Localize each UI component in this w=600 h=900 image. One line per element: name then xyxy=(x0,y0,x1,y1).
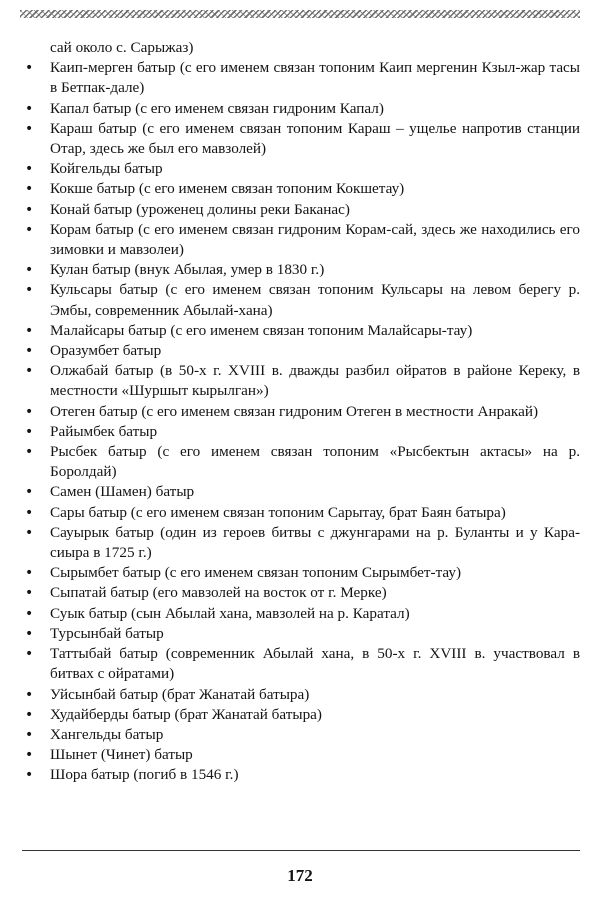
list-item xyxy=(22,705,580,725)
list-item-text: Сырымбет батыр (с его именем связан топоним Сырымбет-тау) xyxy=(50,564,462,582)
list-item xyxy=(22,604,580,624)
list-item xyxy=(22,563,580,583)
list-item-text: Койгельды батыр xyxy=(50,160,163,178)
list-item xyxy=(22,503,580,523)
list-item xyxy=(22,745,580,765)
bullet-icon: • xyxy=(25,504,34,521)
continuation-line: сай около с. Сарыжаз) xyxy=(50,39,194,56)
list-item-text: Конай батыр (уроженец долины реки Баканас) xyxy=(50,200,350,218)
list-item-text: Караш батыр (с его именем связан топоним Караш – ущелье напротив станции Отар, здесь же был его мавзолей) xyxy=(50,119,580,158)
bullet-icon: • xyxy=(25,646,34,663)
bullet-icon: • xyxy=(25,181,34,198)
list-item-text: Отеген батыр (с его именем связан гидроним Отеген в местности Анракай) xyxy=(50,402,539,420)
bullet-icon: • xyxy=(25,686,34,703)
bullet-icon: • xyxy=(25,221,34,238)
list-item xyxy=(22,99,580,119)
list-item xyxy=(22,321,580,341)
list-item xyxy=(22,482,580,502)
list-item xyxy=(22,523,580,563)
list-item-text: Сауырык батыр (один из героев битвы с джунгарами на р. Буланты и у Кара-сиыра в 1725 г.) xyxy=(50,523,580,562)
list-item-text: Турсынбай батыр xyxy=(50,624,164,642)
list-item xyxy=(22,765,580,785)
list-item xyxy=(22,583,580,603)
list-item-text: Таттыбай батыр (современник Абылай хана, в 50-х г. XVIII в. участвовал в битвах с ойратами) xyxy=(50,645,580,683)
list-item xyxy=(22,58,580,98)
list-item-text: Оразумбет батыр xyxy=(50,342,162,360)
list-item-text: Сыпатай батыр (его мавзолей на восток от г. Мерке) xyxy=(50,584,387,602)
list-item xyxy=(22,685,580,705)
list-item-text: Рысбек батыр (с его именем связан топоним «Рысбектын актасы» на р. Боролдай) xyxy=(50,443,580,481)
list-item-text: Сары батыр (с его именем связан топоним Сарытау, брат Баян батыра) xyxy=(50,503,506,521)
list-item xyxy=(22,159,580,179)
bullet-icon: • xyxy=(25,565,34,582)
list-item-text: Уйсынбай батыр (брат Жанатай батыра) xyxy=(50,685,310,703)
bullet-icon: • xyxy=(25,60,34,77)
list-item xyxy=(22,200,580,220)
bullet-icon: • xyxy=(25,444,34,461)
bullet-icon: • xyxy=(25,120,34,137)
list-item-text: Кокше батыр (с его именем связан топоним Кокшетау) xyxy=(50,180,405,198)
list-item xyxy=(22,119,580,159)
bullet-icon: • xyxy=(25,423,34,440)
list-item xyxy=(22,280,580,320)
list-item xyxy=(22,220,580,260)
list-item xyxy=(22,422,580,442)
bullet-icon: • xyxy=(25,201,34,218)
page-body xyxy=(22,38,580,786)
page-number: 172 xyxy=(287,866,313,885)
bullet-icon: • xyxy=(25,726,34,743)
list-item-text: Хангельды батыр xyxy=(50,725,164,743)
bullet-icon: • xyxy=(25,625,34,642)
bullet-icon: • xyxy=(25,343,34,360)
bullet-icon: • xyxy=(25,524,34,541)
list-item-text: Худайберды батыр (брат Жанатай батыра) xyxy=(50,705,322,723)
bullet-icon: • xyxy=(25,605,34,622)
top-ornament-border xyxy=(20,10,580,18)
list-item xyxy=(22,260,580,280)
bullet-icon: • xyxy=(25,767,34,784)
list-item-text: Шора батыр (погиб в 1546 г.) xyxy=(50,766,239,784)
list-item-text: Кулан батыр (внук Абылая, умер в 1830 г.) xyxy=(50,261,325,279)
list-item xyxy=(22,624,580,644)
bullet-icon: • xyxy=(25,585,34,602)
list-item-text: Райымбек батыр xyxy=(50,422,158,440)
list-item xyxy=(22,361,580,401)
batyr-list xyxy=(22,58,580,785)
list-item-text: Корам батыр (с его именем связан гидроним Корам-сай, здесь же находились его зимовки и мавзолеи) xyxy=(50,220,580,259)
bullet-icon: • xyxy=(25,262,34,279)
bullet-icon: • xyxy=(25,747,34,764)
list-item-text: Малайсары батыр (с его именем связан топоним Малайсары-тау) xyxy=(50,321,473,339)
bullet-icon: • xyxy=(25,403,34,420)
list-item xyxy=(22,442,580,482)
bullet-icon: • xyxy=(25,363,34,380)
list-item-text: Шынет (Чинет) батыр xyxy=(50,746,193,764)
list-item xyxy=(22,341,580,361)
list-item-text: Самен (Шамен) батыр xyxy=(50,483,195,501)
list-item xyxy=(22,725,580,745)
bullet-icon: • xyxy=(25,100,34,117)
bullet-icon: • xyxy=(25,161,34,178)
bullet-icon: • xyxy=(25,484,34,501)
footer-rule xyxy=(22,850,580,851)
list-item-text: Олжабай батыр (в 50-х г. XVIII в. дважды разбил ойратов в районе Кереку, в местности «Шуршыт кырылган») xyxy=(50,362,580,400)
list-item-text: Кульсары батыр (с его именем связан топоним Кульсары на левом берегу р. Эмбы, современник Абылай-хана) xyxy=(50,281,580,319)
bullet-icon: • xyxy=(25,706,34,723)
list-item xyxy=(22,402,580,422)
bullet-icon: • xyxy=(25,322,34,339)
list-item-text: Капал батыр (с его именем связан гидроним Капал) xyxy=(50,99,384,117)
list-item-text: Суык батыр (сын Абылай хана, мавзолей на р. Каратал) xyxy=(50,604,410,622)
bullet-icon: • xyxy=(25,282,34,299)
list-item xyxy=(22,179,580,199)
list-item xyxy=(22,644,580,684)
list-item-text: Каип-мерген батыр (с его именем связан топоним Каип мергенин Кзыл-жар тасы в Бетпак-дале) xyxy=(50,59,580,97)
